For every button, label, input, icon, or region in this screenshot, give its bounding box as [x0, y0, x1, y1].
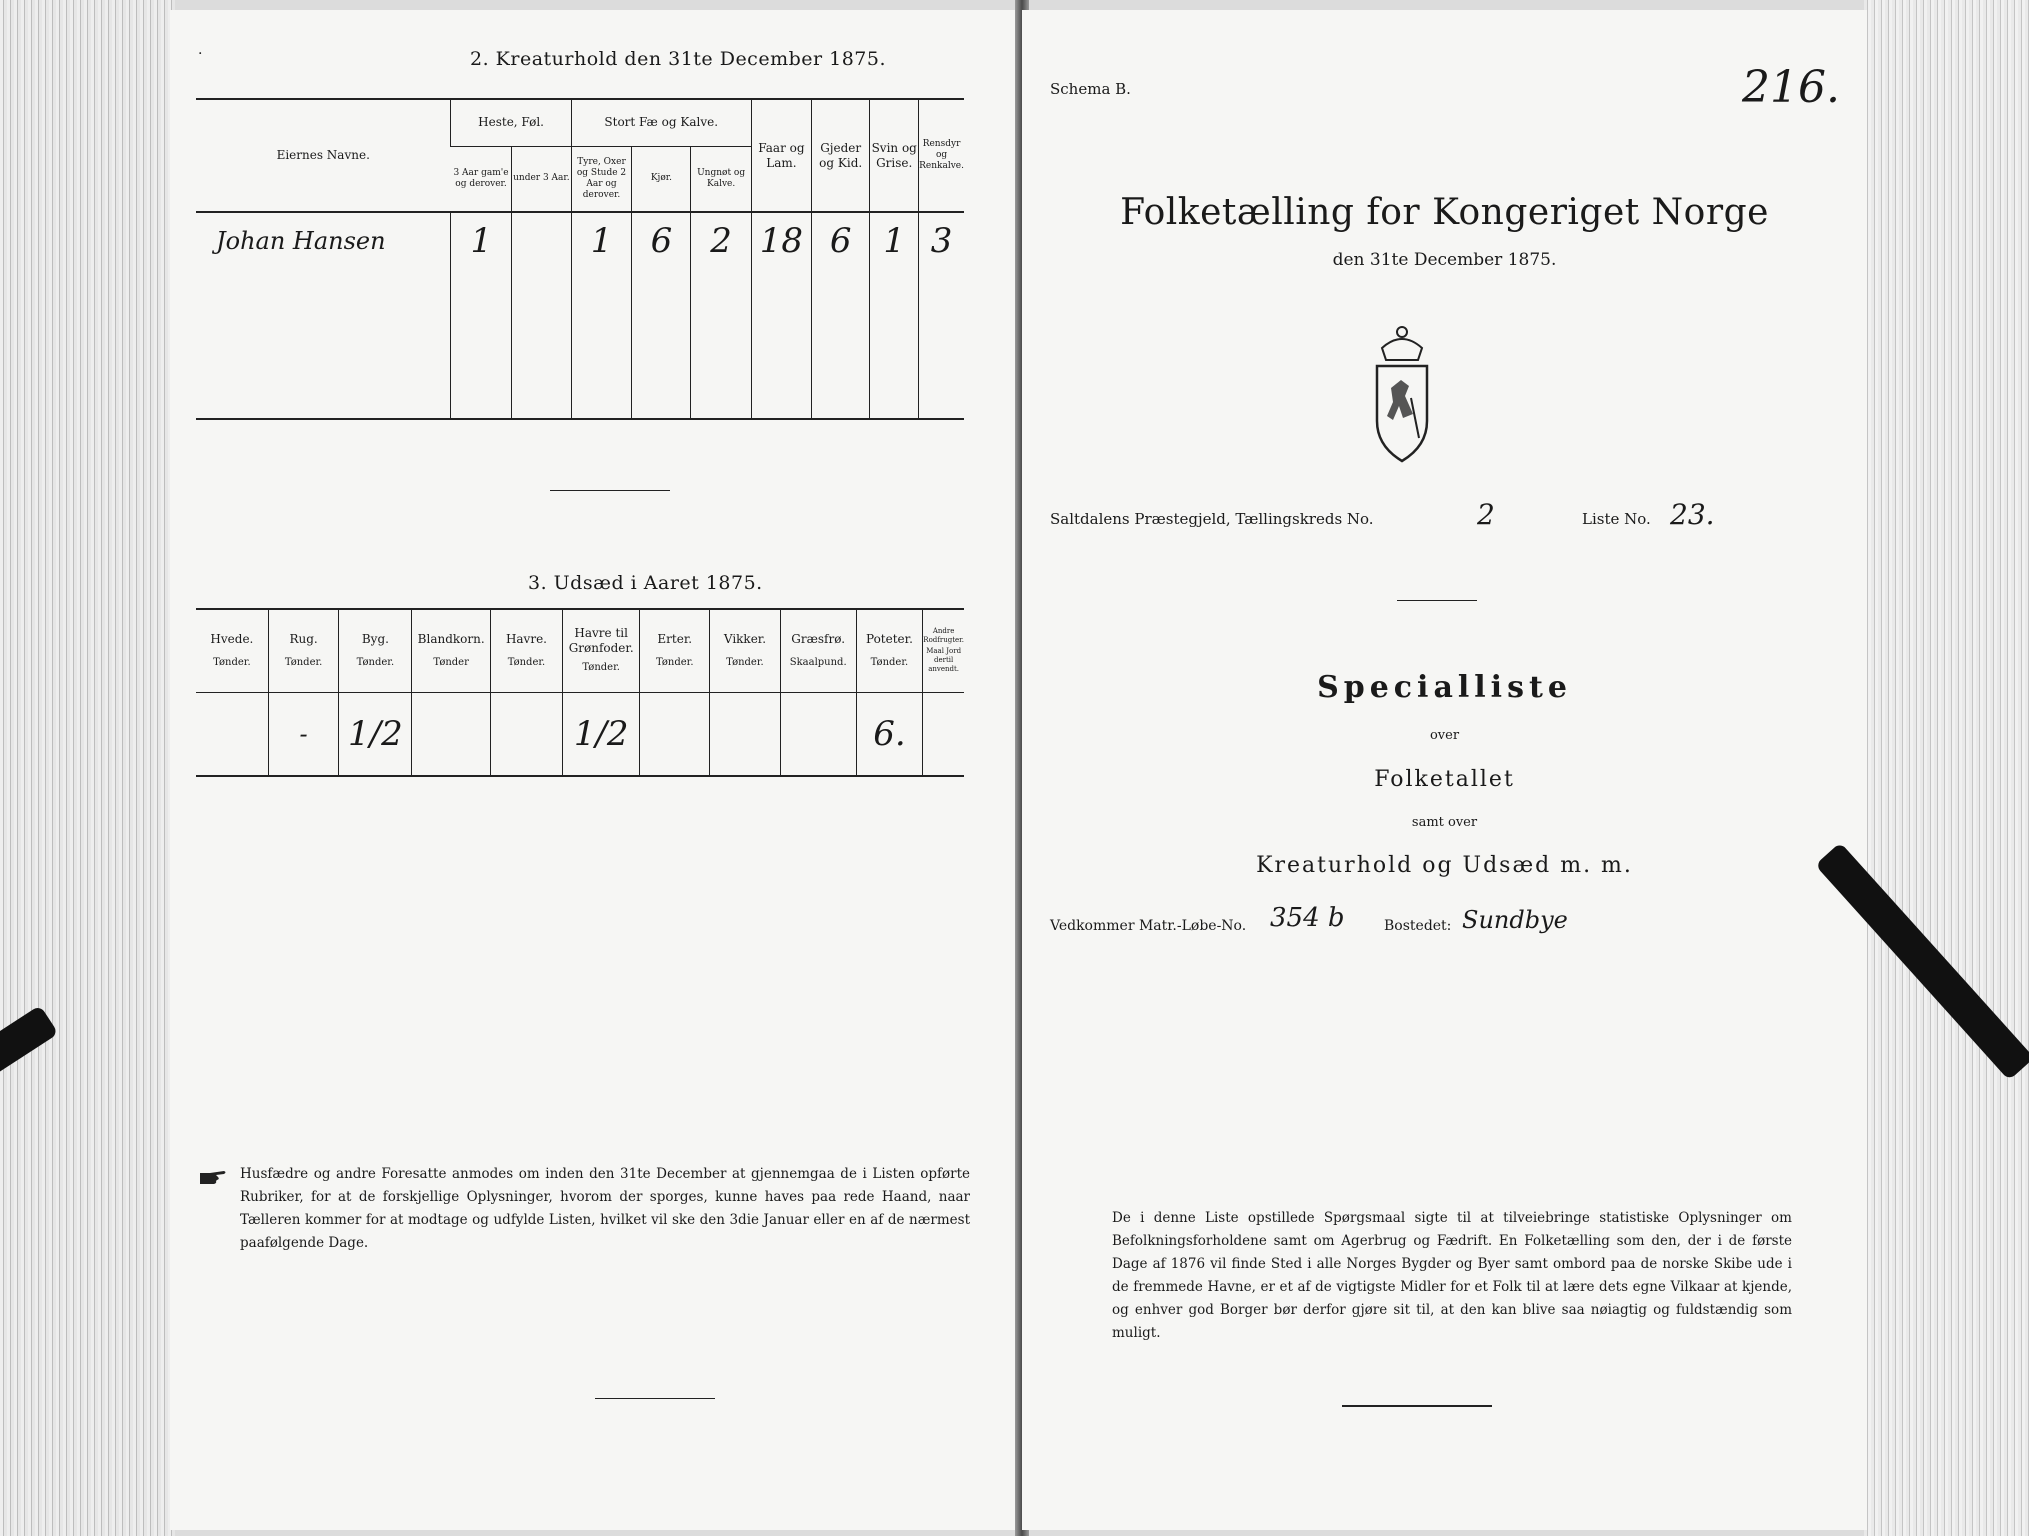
seed-cell: -: [268, 692, 339, 776]
seed-header-row: [196, 610, 964, 692]
section-3-title: 3. Udsæd i Aaret 1875.: [528, 572, 763, 594]
horses-group-header: Heste, Føl.: [451, 100, 571, 146]
bosted-label: Bostedet:: [1384, 918, 1452, 934]
kreds-number: 2: [1477, 498, 1495, 531]
seed-cell: 1/2: [339, 692, 412, 776]
owner-name-cell: Johan Hansen: [216, 226, 386, 255]
pigs-header: Svin og Grise.: [870, 100, 919, 212]
kreaturhold-label: Kreaturhold og Udsæd m. m.: [1256, 853, 1633, 878]
seed-header-cell: Andre Rodfrugter. Maal Jord dertil anvendt.: [923, 610, 964, 692]
horses-under3-cell: [512, 212, 572, 268]
instruction-notice: Husfædre og andre Foresatte anmodes om inden den 31te December at gjennemgaa de i Listen opførte Rubriker, for at de forskjellige Oplysninger, hvorom der sporges, kunne haves paa rede Haand, naar Tælleren kommer for at modtage og udfylde Listen, hvilket vil ske den 3die Januar eller en af de nærmest paafølgende Dage.: [240, 1166, 970, 1251]
seed-cell: [923, 692, 964, 776]
seed-header-cell: Blandkorn. Tønder: [412, 610, 491, 692]
explanatory-footnote: De i denne Liste opstillede Spørgsmaal sigte til at tilveiebringe statistiske Oplysninger om Befolkningsforholdene samt om Agerbrug og Fædrift. En Folketælling som den, der i de første Dage af 1876 vil finde Sted i alle Norges Bygder og Byer samt ombord paa de norske Skibe ude i de fremmede Havne, er et af de vigtigste Midler for et Folk til at lære dets egne Vilkaar at kjende, og enhver god Borger bør derfor gjøre sit til, at den kan blive saa nøiagtig og fuldstændig som muligt.: [1112, 1210, 1792, 1341]
seed-header-cell: Havre til Grønfoder. Tønder.: [563, 610, 640, 692]
norway-coat-of-arms-icon: [1367, 318, 1437, 468]
page-number: 216.: [1742, 62, 1840, 113]
divider-rule: [550, 490, 670, 491]
seed-cell: [490, 692, 562, 776]
seed-cell: [412, 692, 491, 776]
young-cattle-header: Ungnøt og Kalve.: [691, 146, 751, 212]
census-date: den 31te December 1875.: [1332, 250, 1557, 270]
seed-cell: [640, 692, 710, 776]
parish-label: Saltdalens Præstegjeld, Tællingskreds No.: [1050, 510, 1374, 528]
samt-over-label: samt over: [1411, 815, 1478, 830]
goats-header: Gjeder og Kid.: [812, 100, 870, 212]
horses-under3-header: under 3 Aar.: [512, 146, 572, 212]
liste-number: 23.: [1670, 498, 1715, 531]
bottom-rule-left: [595, 1398, 715, 1399]
schema-label: Schema B.: [1050, 80, 1131, 98]
seed-cell: 6.: [856, 692, 923, 776]
corner-mark: .: [198, 42, 203, 58]
liste-label: Liste No.: [1582, 510, 1651, 528]
owner-name-header: Eiernes Navne.: [276, 148, 370, 163]
right-page: [1022, 10, 1867, 1530]
pigs-cell: 1: [870, 212, 919, 268]
livestock-table: [196, 100, 964, 420]
pointing-hand-icon: [198, 1167, 228, 1187]
seed-cell: [196, 692, 268, 776]
over-label-1: over: [1429, 728, 1460, 743]
seed-cell: [780, 692, 856, 776]
seed-header-cell: Erter. Tønder.: [640, 610, 710, 692]
seed-header-cell: Poteter. Tønder.: [856, 610, 923, 692]
specialliste-heading: Specialliste: [1317, 670, 1572, 705]
section-2-title: 2. Kreaturhold den 31te December 1875.: [470, 48, 887, 70]
divider-rule-right: [1397, 600, 1477, 601]
bosted-value: Sundbye: [1462, 906, 1568, 934]
seed-header-cell: Vikker. Tønder.: [710, 610, 781, 692]
seed-header-cell: Hvede. Tønder.: [210, 631, 254, 668]
cattle-group-header: Stort Fæ og Kalve.: [571, 100, 751, 146]
seed-data-row: [196, 692, 964, 776]
page-stack-right: [1864, 0, 2029, 1536]
horses-3yr-header: 3 Aar gam'e og derover.: [453, 167, 509, 189]
reindeer-cell: 3: [919, 212, 964, 268]
horses-3yr-cell: 1: [451, 212, 512, 268]
seed-header-cell: Græsfrø. Skaalpund.: [780, 610, 856, 692]
page-stack-left: [0, 0, 175, 1536]
cows-cell: 6: [632, 212, 691, 268]
seed-table: [196, 610, 964, 777]
bulls-oxen-cell: 1: [571, 212, 632, 268]
seed-cell: 1/2: [563, 692, 640, 776]
sheep-header: Faar og Lam.: [751, 100, 811, 212]
cows-header: Kjør.: [632, 146, 691, 212]
folketallet-label: Folketallet: [1374, 767, 1515, 792]
sheep-cell: 18: [751, 212, 811, 268]
goats-cell: 6: [812, 212, 870, 268]
seed-header-cell: Rug. Tønder.: [268, 610, 339, 692]
seed-header-cell: Byg. Tønder.: [339, 610, 412, 692]
seed-cell: [710, 692, 781, 776]
census-title: Folketælling for Kongeriget Norge: [1120, 192, 1769, 233]
matr-number: 354 b: [1270, 903, 1345, 933]
seed-header-cell: Havre. Tønder.: [490, 610, 562, 692]
matr-label: Vedkommer Matr.-Løbe-No.: [1050, 918, 1247, 934]
bottom-rule-right: [1342, 1405, 1492, 1407]
left-page: [170, 10, 1020, 1530]
bulls-oxen-header: Tyre, Oxer og Stude 2 Aar og derover.: [571, 146, 632, 212]
young-cattle-cell: 2: [691, 212, 751, 268]
reindeer-header: Rensdyr og Renkalve.: [919, 100, 964, 212]
